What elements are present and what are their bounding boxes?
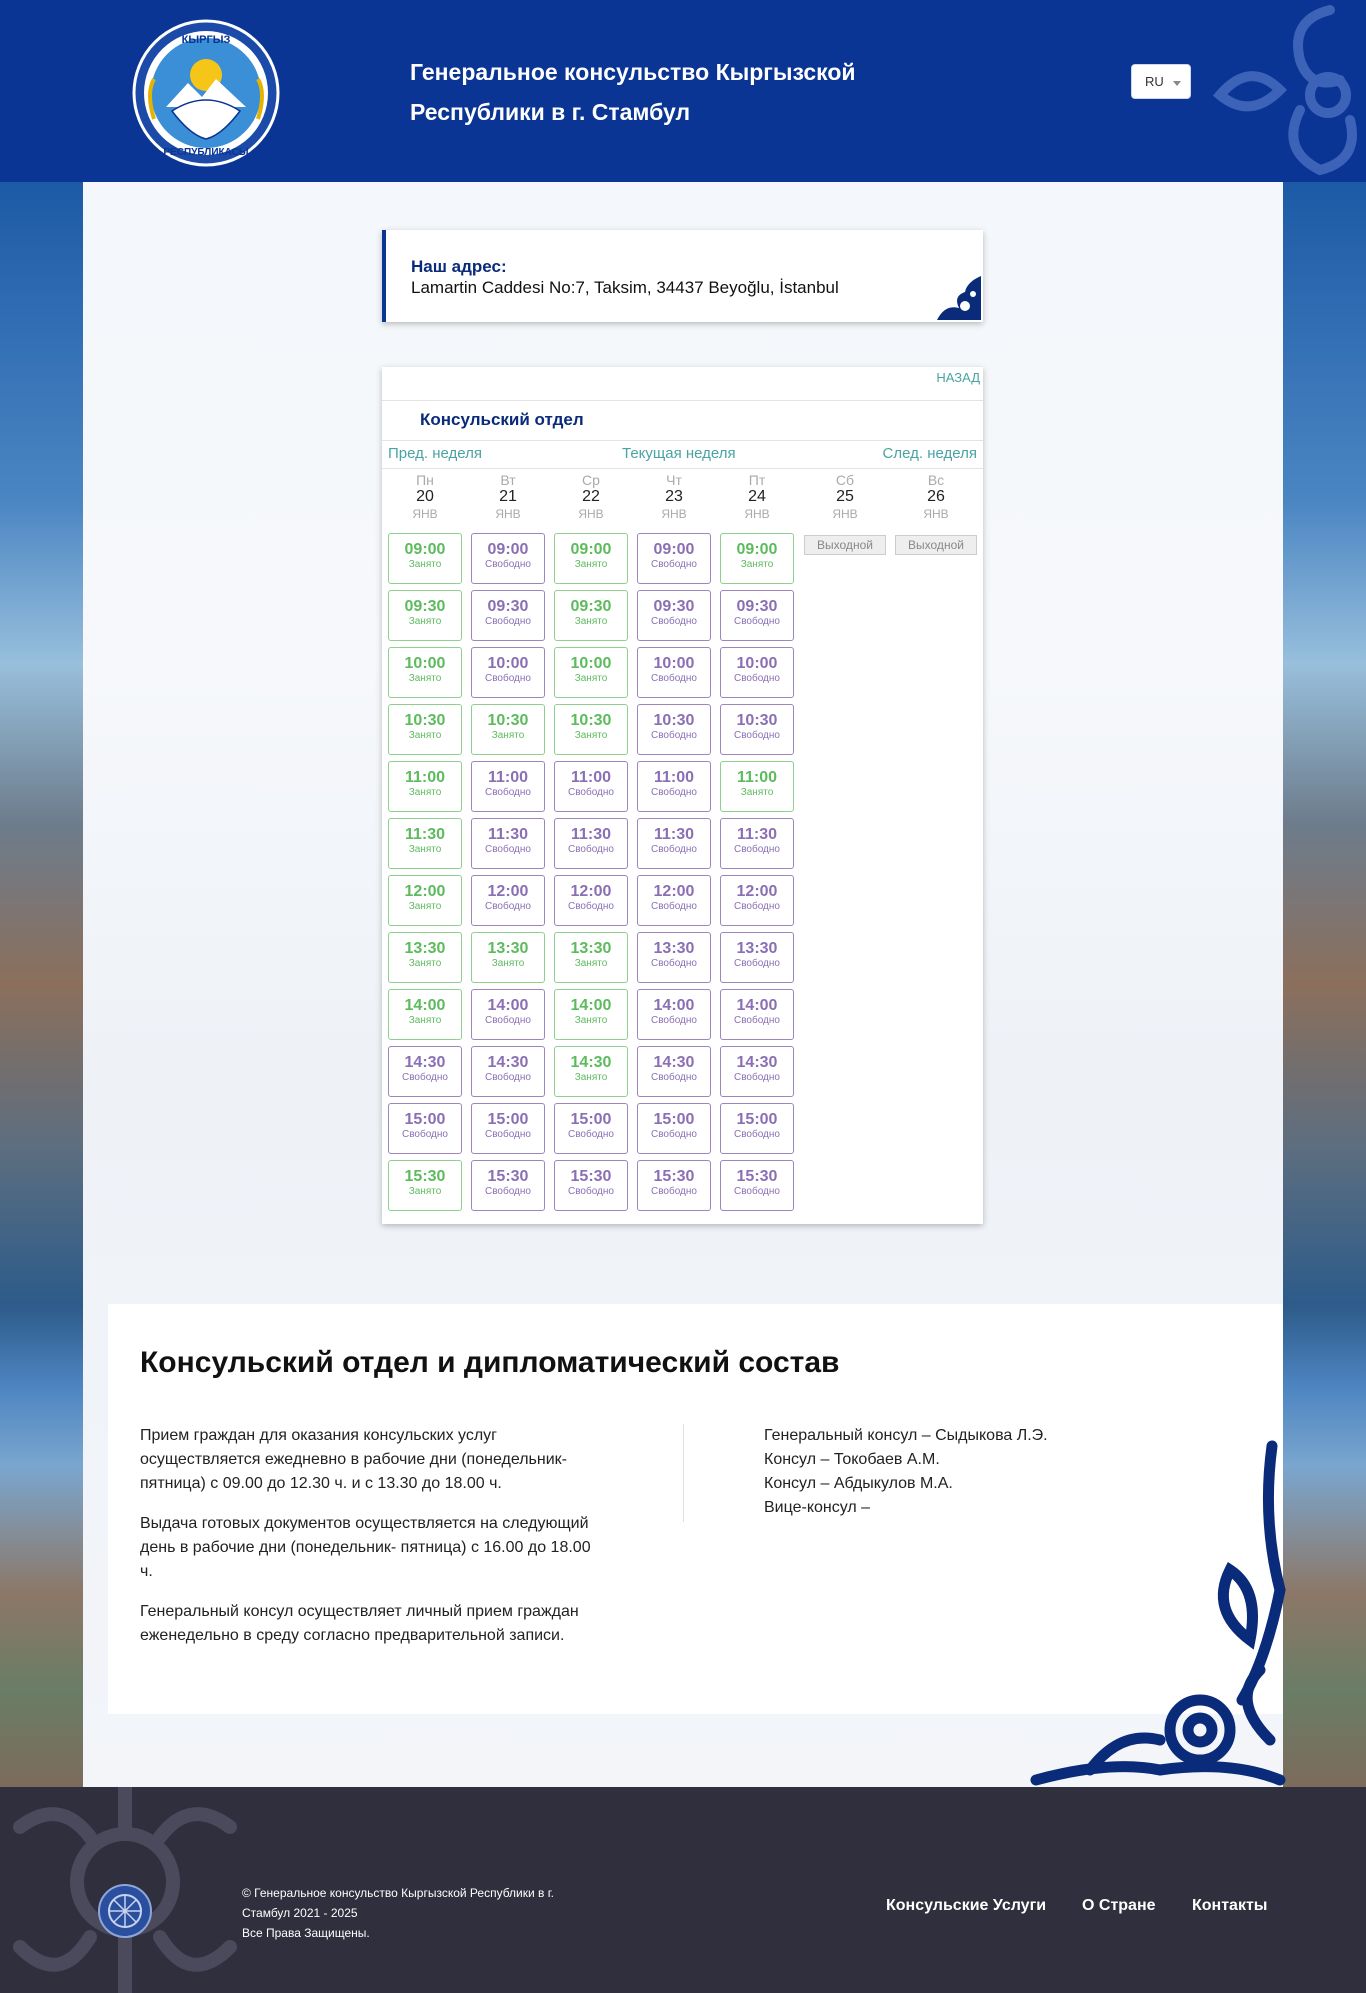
slot-time: 12:00 <box>653 883 695 900</box>
slot-time: 14:00 <box>653 997 695 1014</box>
slot-status: Занято <box>574 559 608 570</box>
time-slot-button[interactable] <box>720 590 794 641</box>
slot-status: Свободно <box>485 673 531 684</box>
slot-time: 15:00 <box>653 1111 695 1128</box>
slot-time: 14:30 <box>487 1054 529 1071</box>
footer-link-consular-services[interactable]: Консульские Услуги <box>886 1897 1047 1914</box>
reception-hours-text <box>140 1424 600 1664</box>
copyright-line: Стамбул 2021 - 2025 <box>242 1906 358 1920</box>
slot-time: 12:00 <box>570 883 612 900</box>
time-slot-button[interactable] <box>471 818 545 869</box>
slot-time: 15:30 <box>404 1168 446 1185</box>
slot-time: 13:30 <box>570 940 612 957</box>
day-off-badge: Выходной <box>895 535 977 555</box>
day-number: 24 <box>748 488 766 505</box>
copyright-line: Все Права Защищены. <box>242 1926 370 1940</box>
slot-status: Свободно <box>651 1129 697 1140</box>
slot-status: Занято <box>408 559 442 570</box>
slot-status: Свободно <box>734 1186 780 1197</box>
corner-ornament-icon <box>935 274 983 322</box>
section-heading: Консульский отдел и дипломатический состав <box>140 1346 840 1379</box>
language-value: RU <box>1145 74 1164 89</box>
slot-time: 15:30 <box>487 1168 529 1185</box>
time-slot-button[interactable] <box>554 932 628 983</box>
slot-time: 10:00 <box>570 655 612 672</box>
slot-time: 09:30 <box>736 598 778 615</box>
slot-time: 13:30 <box>653 940 695 957</box>
day-header <box>563 472 619 522</box>
footer-link-contacts[interactable]: Контакты <box>1192 1897 1268 1914</box>
slot-time: 15:00 <box>736 1111 778 1128</box>
slot-status: Свободно <box>485 901 531 912</box>
slot-status: Занято <box>740 787 774 798</box>
prev-week-link[interactable]: Пред. неделя <box>388 445 482 462</box>
day-month: ЯНВ <box>495 507 521 521</box>
time-slot-button[interactable] <box>637 704 711 755</box>
time-slot-button[interactable] <box>637 818 711 869</box>
slot-status: Свободно <box>734 844 780 855</box>
time-slot-button[interactable] <box>637 932 711 983</box>
day-number: 23 <box>665 488 683 505</box>
day-name: Пт <box>748 472 766 488</box>
slot-time: 15:30 <box>570 1168 612 1185</box>
time-slot-button[interactable] <box>471 647 545 698</box>
day-month: ЯНВ <box>578 507 604 521</box>
slot-status: Занято <box>408 616 442 627</box>
slot-time: 12:00 <box>487 883 529 900</box>
site-footer <box>0 1787 1366 1993</box>
day-name: Сб <box>835 472 855 488</box>
site-title: Генеральное консульство Кыргызской Республики в г. Стамбул <box>410 59 856 125</box>
slot-time: 10:00 <box>653 655 695 672</box>
day-month: ЯНВ <box>744 507 770 521</box>
slot-status: Свободно <box>651 787 697 798</box>
slot-status: Занято <box>408 844 442 855</box>
slot-status: Свободно <box>568 1186 614 1197</box>
slot-time: 15:00 <box>487 1111 529 1128</box>
slot-time: 09:00 <box>736 541 778 558</box>
time-slot-button[interactable] <box>388 761 462 812</box>
slot-status: Свободно <box>651 1015 697 1026</box>
time-slot-button[interactable] <box>471 590 545 641</box>
time-slot-button[interactable] <box>637 647 711 698</box>
slot-status: Свободно <box>568 1129 614 1140</box>
slot-status: Свободно <box>734 730 780 741</box>
day-header <box>729 472 785 522</box>
slot-time: 10:30 <box>487 712 529 729</box>
footer-link-about-country[interactable]: О Стране <box>1082 1897 1156 1914</box>
copyright-line: © Генеральное консульство Кыргызской Республики в г. <box>242 1886 554 1900</box>
slot-time: 13:30 <box>736 940 778 957</box>
appointment-schedule <box>382 367 983 1224</box>
time-slot-button[interactable] <box>471 533 545 584</box>
slot-time: 10:30 <box>404 712 446 729</box>
day-name: Пн <box>416 472 434 488</box>
address-card <box>382 230 983 322</box>
time-slot-button[interactable] <box>720 818 794 869</box>
current-week-link[interactable]: Текущая неделя <box>622 445 736 462</box>
day-name: Чт <box>666 472 682 488</box>
slot-status: Занято <box>574 730 608 741</box>
slot-time: 11:00 <box>487 769 529 786</box>
time-slot-button[interactable] <box>471 1103 545 1154</box>
slot-status: Свободно <box>568 844 614 855</box>
slot-time: 09:30 <box>570 598 612 615</box>
slot-status: Свободно <box>651 1186 697 1197</box>
day-name: Вс <box>927 472 945 488</box>
time-slot-button[interactable] <box>388 704 462 755</box>
slot-status: Свободно <box>734 1072 780 1083</box>
slot-status: Занято <box>491 730 525 741</box>
time-slot-button[interactable] <box>554 989 628 1040</box>
back-link[interactable]: НАЗАД <box>936 370 980 385</box>
time-slot-button[interactable] <box>471 989 545 1040</box>
slot-status: Свободно <box>651 958 697 969</box>
slot-time: 14:00 <box>736 997 778 1014</box>
slot-status: Занято <box>408 1015 442 1026</box>
time-slot-button[interactable] <box>554 1103 628 1154</box>
time-slot-button[interactable] <box>720 533 794 584</box>
address-text: Lamartin Caddesi No:7, Taksim, 34437 Beyoğlu, İstanbul <box>411 278 839 297</box>
day-name: Вт <box>500 472 516 488</box>
time-slot-button[interactable] <box>720 932 794 983</box>
time-slot-button[interactable] <box>637 875 711 926</box>
slot-status: Свободно <box>485 616 531 627</box>
time-slot-button[interactable] <box>388 1046 462 1097</box>
slot-time: 14:00 <box>487 997 529 1014</box>
slot-status: Занято <box>574 1015 608 1026</box>
time-slot-button[interactable] <box>388 932 462 983</box>
staff-item: Консул – Токобаев А.М. <box>764 1451 940 1468</box>
time-slot-button[interactable] <box>637 1103 711 1154</box>
slot-status: Занято <box>574 958 608 969</box>
time-slot-button[interactable] <box>720 704 794 755</box>
next-week-link[interactable]: След. неделя <box>882 445 977 462</box>
time-slot-button[interactable] <box>637 761 711 812</box>
time-slot-button[interactable] <box>554 533 628 584</box>
slot-status: Занято <box>408 787 442 798</box>
slot-time: 15:00 <box>570 1111 612 1128</box>
day-name: Ср <box>582 472 600 488</box>
slot-status: Свободно <box>485 1129 531 1140</box>
slot-time: 11:30 <box>487 826 529 843</box>
slot-time: 15:00 <box>404 1111 446 1128</box>
slot-status: Свободно <box>734 673 780 684</box>
day-header <box>480 472 536 522</box>
slot-status: Свободно <box>734 901 780 912</box>
slot-time: 14:30 <box>404 1054 446 1071</box>
time-slot-button[interactable] <box>471 1046 545 1097</box>
time-slot-button[interactable] <box>388 647 462 698</box>
time-slot-button[interactable] <box>554 818 628 869</box>
slot-time: 10:00 <box>736 655 778 672</box>
slot-time: 14:30 <box>653 1054 695 1071</box>
slot-time: 14:00 <box>570 997 612 1014</box>
time-slot-button[interactable] <box>637 1160 711 1211</box>
slot-time: 11:00 <box>736 769 778 786</box>
slot-status: Занято <box>408 673 442 684</box>
slot-status: Занято <box>408 901 442 912</box>
slot-time: 09:00 <box>570 541 612 558</box>
slot-status: Свободно <box>651 730 697 741</box>
slot-status: Свободно <box>568 901 614 912</box>
slot-time: 13:30 <box>404 940 446 957</box>
time-slot-button[interactable] <box>388 533 462 584</box>
time-slot-button[interactable] <box>720 875 794 926</box>
slot-status: Свободно <box>402 1072 448 1083</box>
slot-status: Занято <box>574 616 608 627</box>
time-slot-button[interactable] <box>554 647 628 698</box>
time-slot-button[interactable] <box>720 761 794 812</box>
slot-time: 12:00 <box>404 883 446 900</box>
time-slot-button[interactable] <box>388 590 462 641</box>
time-slot-button[interactable] <box>471 932 545 983</box>
kyrgyz-emblem-icon[interactable] <box>97 1883 153 1939</box>
background-photo-left <box>0 182 83 1787</box>
slot-time: 11:00 <box>404 769 446 786</box>
time-slot-button[interactable] <box>720 989 794 1040</box>
slot-status: Свободно <box>485 1072 531 1083</box>
time-slot-button[interactable] <box>637 533 711 584</box>
slot-status: Свободно <box>485 787 531 798</box>
slot-time: 13:30 <box>487 940 529 957</box>
time-slot-button[interactable] <box>388 818 462 869</box>
staff-item: Генеральный консул – Сыдыкова Л.Э. <box>764 1427 1048 1444</box>
time-slot-button[interactable] <box>554 590 628 641</box>
day-month: ЯНВ <box>923 507 949 521</box>
kyrgyz-emblem-icon[interactable] <box>132 19 280 167</box>
day-number: 25 <box>836 488 854 505</box>
slot-status: Занято <box>574 1072 608 1083</box>
day-header <box>908 472 964 522</box>
slot-time: 11:30 <box>404 826 446 843</box>
slot-time: 12:00 <box>736 883 778 900</box>
slot-status: Свободно <box>485 844 531 855</box>
day-number: 21 <box>499 488 517 505</box>
day-header <box>397 472 453 522</box>
slot-time: 11:00 <box>653 769 695 786</box>
time-slot-button[interactable] <box>471 704 545 755</box>
slot-status: Свободно <box>485 559 531 570</box>
background-photo-right <box>1283 182 1366 1787</box>
column-divider <box>683 1424 684 1522</box>
slot-status: Свободно <box>734 1015 780 1026</box>
time-slot-button[interactable] <box>720 647 794 698</box>
address-label: Наш адрес: <box>411 257 507 276</box>
language-select[interactable] <box>1131 64 1191 99</box>
day-number: 20 <box>416 488 434 505</box>
divider <box>382 440 983 441</box>
slot-time: 10:00 <box>487 655 529 672</box>
slot-status: Свободно <box>651 673 697 684</box>
slot-status: Свободно <box>651 616 697 627</box>
time-slot-button[interactable] <box>388 1160 462 1211</box>
time-slot-button[interactable] <box>471 761 545 812</box>
slot-status: Занято <box>408 1186 442 1197</box>
slot-time: 09:30 <box>487 598 529 615</box>
day-month: ЯНВ <box>412 507 438 521</box>
slot-status: Свободно <box>651 559 697 570</box>
slot-status: Занято <box>491 958 525 969</box>
slot-status: Свободно <box>734 1129 780 1140</box>
day-number: 22 <box>582 488 600 505</box>
slot-time: 09:30 <box>404 598 446 615</box>
ornament-icon <box>1210 0 1366 182</box>
slot-time: 11:00 <box>570 769 612 786</box>
slot-status: Занято <box>740 559 774 570</box>
slot-time: 09:30 <box>653 598 695 615</box>
staff-item: Консул – Абдыкулов М.А. <box>764 1475 953 1492</box>
time-slot-button[interactable] <box>720 1160 794 1211</box>
slot-status: Свободно <box>485 1186 531 1197</box>
copyright-text <box>242 1883 602 1943</box>
slot-time: 14:30 <box>736 1054 778 1071</box>
slot-time: 15:30 <box>653 1168 695 1185</box>
slot-time: 15:30 <box>736 1168 778 1185</box>
staff-item: Вице-консул – <box>764 1499 871 1516</box>
slot-status: Свободно <box>651 1072 697 1083</box>
slot-status: Свободно <box>734 958 780 969</box>
slot-time: 09:00 <box>487 541 529 558</box>
slot-time: 10:30 <box>736 712 778 729</box>
slot-time: 14:30 <box>570 1054 612 1071</box>
day-off-badge: Выходной <box>804 535 886 555</box>
time-slot-button[interactable] <box>388 1103 462 1154</box>
time-slot-button[interactable] <box>388 989 462 1040</box>
time-slot-button[interactable] <box>554 704 628 755</box>
slot-time: 10:30 <box>570 712 612 729</box>
slot-time: 10:30 <box>653 712 695 729</box>
time-slot-button[interactable] <box>388 875 462 926</box>
slot-time: 10:00 <box>404 655 446 672</box>
time-slot-button[interactable] <box>554 1160 628 1211</box>
divider <box>382 468 983 469</box>
slot-status: Занято <box>574 673 608 684</box>
slot-time: 09:00 <box>653 541 695 558</box>
site-header <box>0 0 1366 182</box>
emblem-top-text: КЫРГЫЗ <box>181 34 231 46</box>
time-slot-button[interactable] <box>720 1046 794 1097</box>
slot-status: Занято <box>408 958 442 969</box>
slot-status: Занято <box>408 730 442 741</box>
time-slot-button[interactable] <box>554 875 628 926</box>
slot-status: Свободно <box>734 616 780 627</box>
time-slot-button[interactable] <box>637 989 711 1040</box>
info-paragraph: Выдача готовых документов осуществляется на следующий день в рабочие дни (понедельник- пятница) с 16.00 до 18.00 ч. <box>140 1515 591 1580</box>
time-slot-button[interactable] <box>720 1103 794 1154</box>
department-title: Консульский отдел <box>420 410 584 429</box>
info-paragraph: Генеральный консул осуществляет личный прием граждан еженедельно в среду согласно предварительной записи. <box>140 1603 579 1644</box>
slot-time: 11:30 <box>570 826 612 843</box>
slot-time: 11:30 <box>653 826 695 843</box>
slot-status: Свободно <box>651 844 697 855</box>
day-month: ЯНВ <box>832 507 858 521</box>
chevron-down-icon <box>1173 81 1181 86</box>
time-slot-button[interactable] <box>554 1046 628 1097</box>
time-slot-button[interactable] <box>637 1046 711 1097</box>
slot-status: Свободно <box>402 1129 448 1140</box>
slot-status: Свободно <box>485 1015 531 1026</box>
emblem-bottom-text: РЕСПУБЛИКАСЫ <box>163 147 249 158</box>
time-slot-button[interactable] <box>554 761 628 812</box>
day-header <box>817 472 873 522</box>
slot-time: 14:00 <box>404 997 446 1014</box>
time-slot-button[interactable] <box>471 1160 545 1211</box>
info-paragraph: Прием граждан для оказания консульских услуг осуществляется ежедневно в рабочие дни (понедельник-пятница) с 09.00 до 12.30 ч. и с 13.30 до 18.00 ч. <box>140 1427 567 1492</box>
slot-status: Свободно <box>568 787 614 798</box>
time-slot-button[interactable] <box>637 590 711 641</box>
slot-time: 11:30 <box>736 826 778 843</box>
corner-ornament-icon <box>1030 1440 1286 1787</box>
staff-list <box>764 1424 1048 1520</box>
slot-time: 09:00 <box>404 541 446 558</box>
day-month: ЯНВ <box>661 507 687 521</box>
slot-status: Свободно <box>651 901 697 912</box>
day-number: 26 <box>927 488 945 505</box>
day-header <box>646 472 702 522</box>
divider <box>382 400 983 401</box>
time-slot-button[interactable] <box>471 875 545 926</box>
